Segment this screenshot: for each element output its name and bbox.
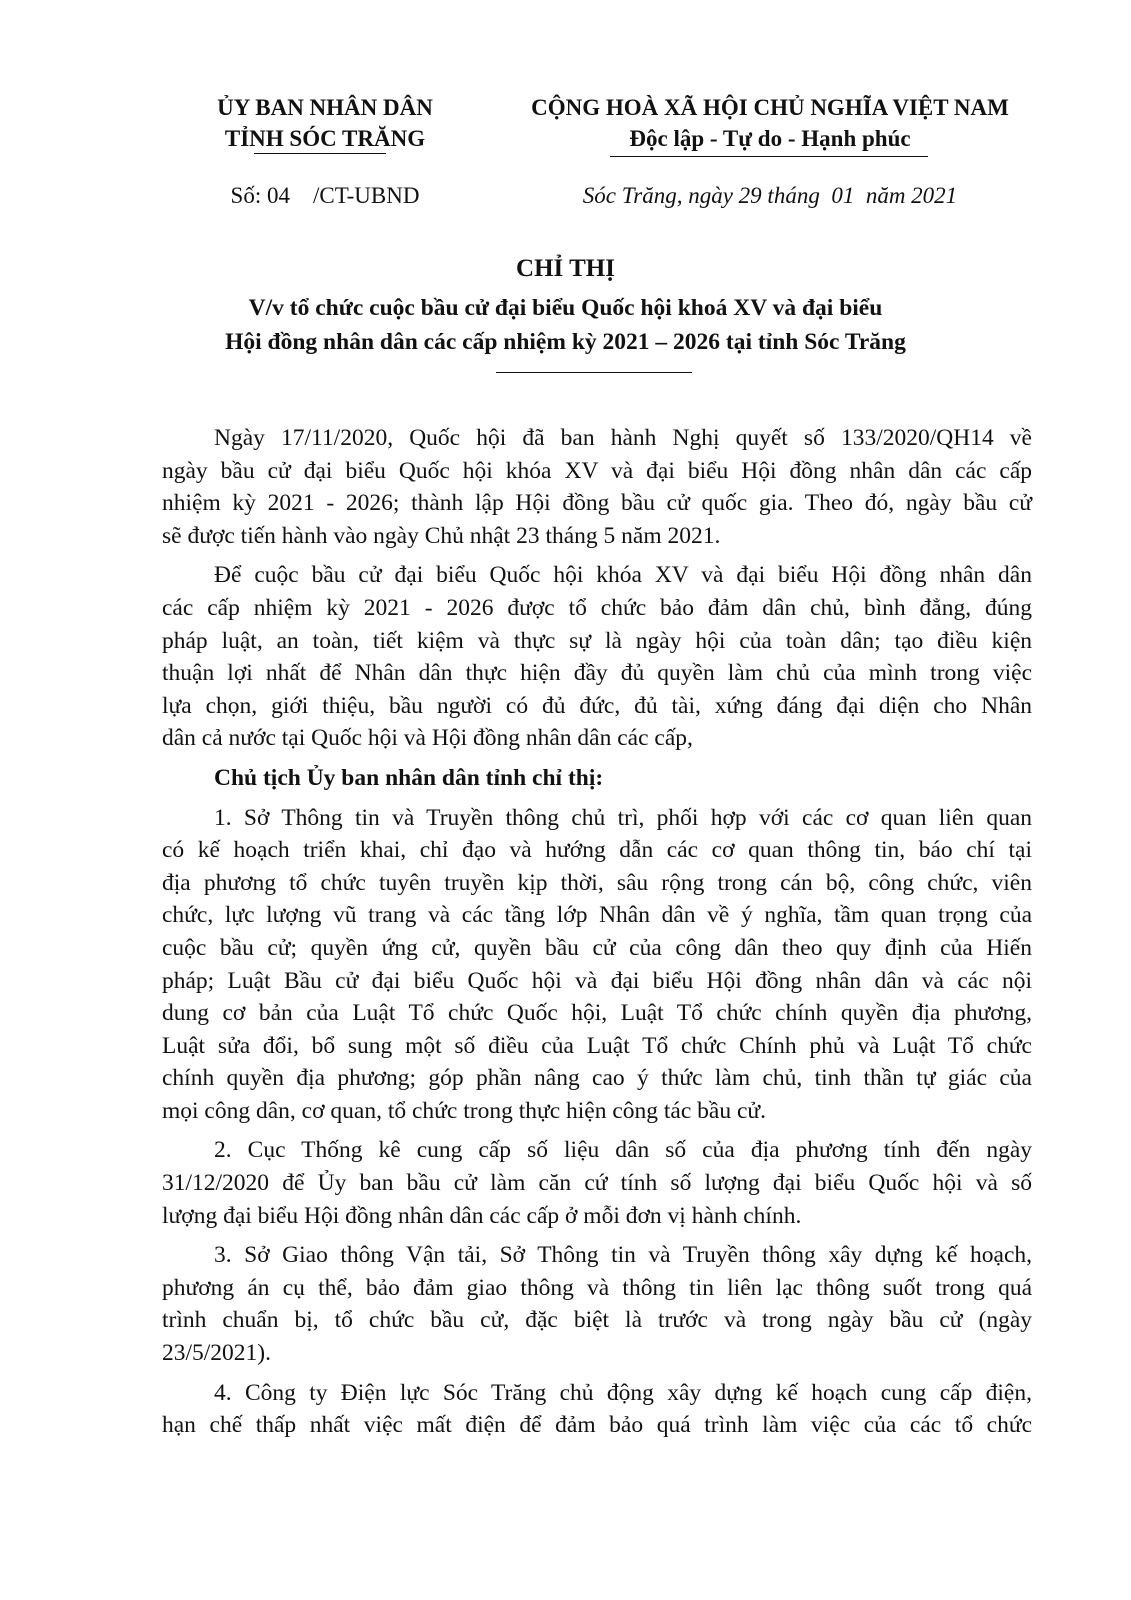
paragraph-line: Để cuộc bầu cử đại biểu Quốc hội khóa XV và đại biểu Hội đồng nhân dân xyxy=(214,562,1032,589)
paragraph-line: pháp; Luật Bầu cử đại biểu Quốc hội và đại biểu Hội đồng nhân dân và các nội xyxy=(162,967,1032,994)
paragraph-line: Chủ tịch Ủy ban nhân dân tỉnh chỉ thị: xyxy=(214,764,604,791)
agency-underline xyxy=(254,153,386,154)
paragraph-line: pháp luật, an toàn, tiết kiệm và thực sự là ngày hội của toàn dân; tạo điều kiện xyxy=(162,627,1032,654)
subject-line: V/v tổ chức cuộc bầu cử đại biểu Quốc hội khoá XV và đại biểu xyxy=(248,295,883,321)
paragraph-line: mọi công dân, cơ quan, tổ chức trong thực hiện công tác bầu cử. xyxy=(162,1097,767,1124)
directive-heading xyxy=(162,762,1032,795)
paragraph-line: dung cơ bản của Luật Tổ chức Quốc hội, Luật Tổ chức chính quyền địa phương, xyxy=(162,1000,1032,1027)
issuing-agency xyxy=(180,92,470,154)
paragraph-line: 31/12/2020 để Ủy ban bầu cử làm căn cứ tính số lượng đại biểu Quốc hội và số xyxy=(162,1170,1032,1197)
paragraph-line: các cấp nhiệm kỳ 2021 - 2026 được tổ chức bảo đảm dân chủ, bình đẳng, đúng xyxy=(162,594,1032,621)
paragraph-line: 3. Sở Giao thông Vận tải, Sở Thông tin và Truyền thông xây dựng kế hoạch, xyxy=(214,1242,1032,1269)
place-and-date: Sóc Trăng, ngày 29 tháng 01 năm 2021 xyxy=(582,183,958,208)
paragraph-line: dân cả nước tại Quốc hội và Hội đồng nhân dân các cấp, xyxy=(162,725,693,752)
paragraph-line: lượng đại biểu Hội đồng nhân dân các cấp ở mỗi đơn vị hành chính. xyxy=(162,1202,802,1229)
country-name: CỘNG HOÀ XÃ HỘI CHỦ NGHĨA VIỆT NAM xyxy=(531,95,1009,120)
subject-line: Hội đồng nhân dân các cấp nhiệm kỳ 2021 – 2026 tại tỉnh Sóc Trăng xyxy=(225,329,906,355)
national-motto xyxy=(480,92,1060,154)
paragraph-line: phương án cụ thể, bảo đảm giao thông và thông tin liên lạc thông suốt trong quá xyxy=(162,1274,1032,1301)
paragraph-line: Luật sửa đổi, bổ sung một số điều của Luật Tổ chức Chính phủ và Luật Tổ chức xyxy=(162,1032,1032,1059)
paragraph-line: cuộc bầu cử; quyền ứng cử, quyền bầu cử của công dân theo quy định của Hiến xyxy=(162,934,1032,961)
body-paragraph xyxy=(162,1239,1032,1369)
paragraph-line: có kế hoạch triển khai, chỉ đạo và hướng dẫn các cơ quan thông tin, báo chí tại xyxy=(162,837,1032,864)
body-paragraph xyxy=(162,1134,1032,1232)
paragraph-line: địa phương tổ chức tuyên truyền kịp thời, sâu rộng trong cán bộ, công chức, viên xyxy=(162,869,1032,896)
document-subject xyxy=(120,291,1011,359)
motto-line: Độc lập - Tự do - Hạnh phúc xyxy=(629,126,911,151)
paragraph-line: 4. Công ty Điện lực Sóc Trăng chủ động xây dựng kế hoạch cung cấp điện, xyxy=(214,1379,1032,1406)
paragraph-line: sẽ được tiến hành vào ngày Chủ nhật 23 tháng 5 năm 2021. xyxy=(162,522,721,549)
paragraph-line: chính quyền địa phương; góp phần nâng cao ý thức làm chủ, tinh thần tự giác của xyxy=(162,1065,1032,1092)
body-paragraph xyxy=(162,422,1032,552)
paragraph-line: ngày bầu cử đại biểu Quốc hội khóa XV và đại biểu Hội đồng nhân dân các cấp xyxy=(162,457,1032,484)
paragraph-line: 1. Sở Thông tin và Truyền thông chủ trì, phối hợp với các cơ quan liên quan xyxy=(214,804,1032,831)
paragraph-line: chức, lực lượng vũ trang và các tầng lớp Nhân dân về ý nghĩa, tầm quan trọng của xyxy=(162,902,1032,929)
title-divider xyxy=(496,372,692,373)
agency-line-1: ỦY BAN NHÂN DÂN xyxy=(217,95,433,120)
body-paragraph xyxy=(162,802,1032,1128)
paragraph-line: nhiệm kỳ 2021 - 2026; thành lập Hội đồng bầu cử quốc gia. Theo đó, ngày bầu cử xyxy=(162,490,1032,517)
body-paragraph xyxy=(162,559,1032,755)
document-title: CHỈ THỊ xyxy=(516,255,615,282)
motto-underline xyxy=(610,156,928,157)
paragraph-line: thuận lợi nhất để Nhân dân thực hiện đầy đủ quyền làm chủ của mình trong việc xyxy=(162,660,1032,687)
document-body xyxy=(162,422,1032,1449)
agency-line-2: TỈNH SÓC TRĂNG xyxy=(224,126,426,151)
paragraph-line: hạn chế thấp nhất việc mất điện để đảm bảo quá trình làm việc của các tổ chức xyxy=(162,1412,1032,1439)
document-number: Số: 04 /CT-UBND xyxy=(230,183,420,208)
paragraph-line: lựa chọn, giới thiệu, bầu người có đủ đức, đủ tài, xứng đáng đại diện cho Nhân xyxy=(162,692,1032,719)
paragraph-line: Ngày 17/11/2020, Quốc hội đã ban hành Nghị quyết số 133/2020/QH14 về xyxy=(214,425,1032,451)
paragraph-line: trình chuẩn bị, tổ chức bầu cử, đặc biệt là trước và trong ngày bầu cử (ngày xyxy=(162,1307,1032,1334)
paragraph-line: 2. Cục Thống kê cung cấp số liệu dân số của địa phương tính đến ngày xyxy=(214,1137,1032,1164)
paragraph-line: 23/5/2021). xyxy=(162,1340,272,1367)
body-paragraph xyxy=(162,1377,1032,1442)
